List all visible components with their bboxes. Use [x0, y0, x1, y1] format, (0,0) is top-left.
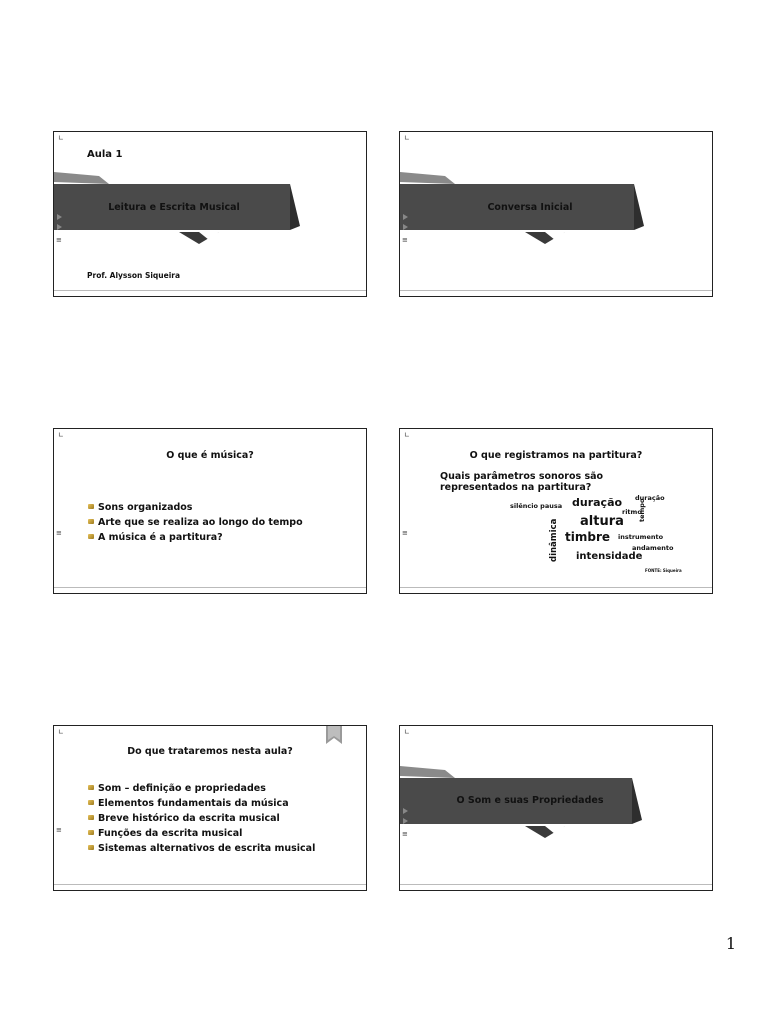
corner-mark: ∟: [404, 431, 410, 439]
slide-3: [53, 428, 367, 594]
word-silencio-pausa: silêncio pausa: [510, 502, 563, 510]
slide-title: O que registramos na partitura?: [469, 450, 643, 461]
ribbon-title: Leitura e Escrita Musical: [108, 202, 240, 213]
bullet-icon: [88, 815, 94, 820]
divider: [400, 884, 712, 885]
divider: [400, 290, 712, 291]
corner-mark: ∟: [58, 431, 64, 439]
divider: [400, 587, 712, 588]
list-item: Breve histórico da escrita musical: [88, 811, 315, 826]
page-number: 1: [725, 934, 736, 953]
side-mark: ≡: [402, 830, 408, 838]
corner-mark: ∟: [58, 728, 64, 736]
corner-mark: ∟: [404, 134, 410, 142]
side-mark: ≡: [402, 236, 408, 244]
divider: [54, 587, 366, 588]
list-item: Elementos fundamentais da música: [88, 796, 315, 811]
word-instrumento: instrumento: [618, 533, 664, 541]
word-ritmo: ritmo: [622, 508, 642, 516]
word-altura: altura: [580, 514, 624, 529]
bullet-icon: [88, 504, 94, 509]
slide-title: O que é música?: [166, 450, 254, 461]
ribbon-title: O Som e suas Propriedades: [456, 795, 604, 806]
side-mark: ≡: [56, 529, 62, 537]
bullet-icon: [88, 830, 94, 835]
title-ribbon: [400, 132, 713, 297]
corner-mark: ∟: [404, 728, 410, 736]
bullet-icon: [88, 845, 94, 850]
side-mark: ≡: [56, 826, 62, 834]
divider: [54, 884, 366, 885]
bookmark-icon: [324, 725, 344, 746]
source-note: FONTE: Siqueira: [645, 568, 682, 573]
slide-2: [399, 131, 713, 297]
list-item: Funções da escrita musical: [88, 826, 315, 841]
lesson-label: Aula 1: [87, 149, 123, 160]
list-item: Sistemas alternativos de escrita musical: [88, 841, 315, 856]
slide-6: [399, 725, 713, 891]
question-line-1: Quais parâmetros sonoros são: [440, 471, 604, 482]
ribbon-graphic: [400, 726, 713, 891]
bullet-list: [88, 781, 315, 856]
side-mark: ≡: [56, 236, 62, 244]
word-intensidade: intensidade: [576, 551, 643, 562]
ribbon-title: Conversa Inicial: [487, 202, 573, 213]
bullet-icon: [88, 534, 94, 539]
word-tempo: tempo: [638, 498, 646, 522]
word-andamento: andamento: [632, 544, 674, 552]
word-dinamica: dinâmica: [549, 518, 559, 562]
bullet-icon: [88, 785, 94, 790]
divider: [54, 290, 366, 291]
word-duracao-large: duração: [572, 496, 623, 509]
slide-5: [53, 725, 367, 891]
bullet-icon: [88, 800, 94, 805]
ribbon-graphic: [400, 132, 713, 297]
bullet-icon: [88, 519, 94, 524]
list-item: Arte que se realiza ao longo do tempo: [88, 515, 303, 530]
side-mark: ≡: [402, 529, 408, 537]
bullet-list: [88, 500, 303, 545]
question-line-2: representados na partitura?: [440, 482, 592, 493]
author-name: Prof. Alysson Siqueira: [87, 271, 181, 280]
slide-4: [399, 428, 713, 594]
title-ribbon: [400, 726, 713, 891]
list-item: A música é a partitura?: [88, 530, 303, 545]
word-timbre: timbre: [565, 530, 610, 544]
slide-title: Do que trataremos nesta aula?: [127, 746, 293, 757]
list-item: Som – definição e propriedades: [88, 781, 315, 796]
corner-mark: ∟: [58, 134, 64, 142]
list-item: Sons organizados: [88, 500, 303, 515]
slide-1: [53, 131, 367, 297]
word-duracao-small: duração: [635, 494, 665, 502]
